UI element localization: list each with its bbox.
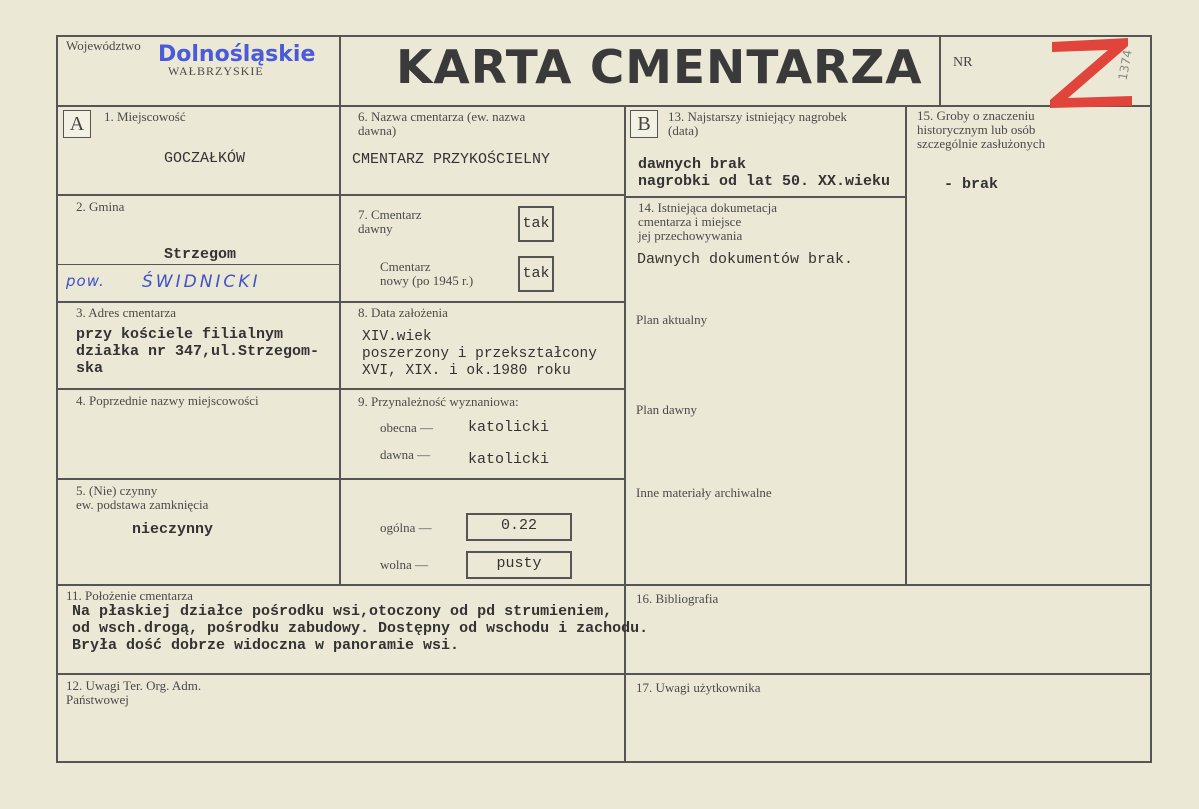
divider bbox=[56, 264, 340, 265]
field-5-label: 5. (Nie) czynny ew. podstawa zamknięcia bbox=[76, 483, 209, 512]
divider bbox=[56, 301, 340, 303]
divider bbox=[339, 194, 625, 196]
field-15-value: - brak bbox=[944, 176, 999, 193]
nr-label: NR bbox=[953, 55, 973, 70]
frame-right bbox=[1150, 35, 1152, 763]
field-9-obecna-label: obecna — bbox=[380, 420, 434, 435]
divider bbox=[339, 478, 625, 480]
inne-materialy-label: Inne materiały archiwalne bbox=[636, 485, 772, 500]
divider bbox=[905, 105, 907, 585]
region-stamp: Dolnośląskie bbox=[158, 42, 316, 67]
field-2-label: 2. Gmina bbox=[76, 199, 125, 214]
plan-dawny-label: Plan dawny bbox=[636, 402, 698, 417]
card-title: KARTA CMENTARZA bbox=[396, 40, 923, 94]
field-6-value: CMENTARZ PRZYKOŚCIELNY bbox=[352, 151, 551, 168]
powiat-value: ŚWIDNICKI bbox=[142, 272, 261, 292]
field-2-value: Strzegom bbox=[164, 246, 237, 263]
field-10-wolna-label: wolna — bbox=[380, 557, 429, 572]
field-10-ogolna-label: ogólna — bbox=[380, 520, 432, 535]
field-5-value: nieczynny bbox=[132, 521, 214, 538]
plan-aktualny-label: Plan aktualny bbox=[636, 312, 708, 327]
field-9-obecna-value: katolicki bbox=[468, 419, 550, 436]
powiat-prefix: pow. bbox=[66, 272, 105, 290]
field-14-value: Dawnych dokumentów brak. bbox=[637, 251, 854, 268]
field-11-label: 11. Położenie cmentarza bbox=[66, 588, 193, 603]
wojewodztwo-label: Województwo bbox=[66, 38, 141, 53]
divider bbox=[624, 105, 626, 761]
field-3-label: 3. Adres cmentarza bbox=[76, 305, 176, 320]
field-9-dawna-value: katolicki bbox=[468, 451, 550, 468]
nr-number: 1374 bbox=[1115, 48, 1135, 82]
field-1-value: GOCZAŁKÓW bbox=[164, 150, 246, 167]
field-17-label: 17. Uwagi użytkownika bbox=[636, 680, 761, 695]
field-9-label: 9. Przynależność wyznaniowa: bbox=[358, 394, 519, 409]
divider bbox=[56, 388, 340, 390]
divider bbox=[56, 584, 1152, 586]
field-10-wolna-box: pusty bbox=[466, 551, 572, 579]
frame-bottom bbox=[56, 761, 1152, 763]
divider bbox=[56, 194, 340, 196]
old-region: WAŁBRZYSKIE bbox=[168, 64, 264, 78]
frame-top bbox=[56, 35, 1152, 37]
field-3-value: przy kościele filialnym działka nr 347,ul.Strzegom- ska bbox=[76, 326, 320, 377]
field-12-label: 12. Uwagi Ter. Org. Adm. Państwowej bbox=[66, 678, 202, 707]
field-7-label-new: Cmentarz nowy (po 1945 r.) bbox=[380, 259, 474, 288]
field-7-new-box: tak bbox=[518, 256, 554, 292]
field-8-value: XIV.wiek poszerzony i przekształcony XVI, XIX. i ok.1980 roku bbox=[362, 329, 597, 379]
field-11-value: Na płaskiej działce pośrodku wsi,otoczony od pd strumieniem, od wsch.drogą, pośrodku zabudowy. Dostępny od wschodu i zachodu. Bryła dość dobrze widoczna w panoramie wsi. bbox=[72, 603, 649, 654]
divider bbox=[624, 196, 906, 198]
field-9-dawna-label: dawna — bbox=[380, 447, 431, 462]
field-13-label: 13. Najstarszy istniejący nagrobek (data) bbox=[668, 109, 848, 138]
field-7-label-old: 7. Cmentarz dawny bbox=[358, 207, 422, 236]
field-10-ogolna-box: 0.22 bbox=[466, 513, 572, 541]
frame-left bbox=[56, 35, 58, 763]
divider bbox=[339, 35, 341, 107]
field-13-value: dawnych brak nagrobki od lat 50. XX.wieku bbox=[638, 156, 891, 190]
divider bbox=[56, 478, 340, 480]
field-14-label: 14. Istniejąca dokumetacja cmentarza i miejsce jej przechowywania bbox=[638, 200, 777, 243]
divider bbox=[56, 673, 1152, 675]
section-b-badge: B bbox=[630, 110, 658, 138]
field-8-label: 8. Data założenia bbox=[358, 305, 448, 320]
field-15-label: 15. Groby o znaczeniu historycznym lub osób szczególnie zasłużonych bbox=[917, 108, 1046, 151]
divider bbox=[339, 388, 625, 390]
field-16-label: 16. Bibliografia bbox=[636, 591, 719, 606]
divider bbox=[939, 35, 941, 107]
divider bbox=[56, 105, 1152, 107]
divider bbox=[339, 301, 625, 303]
field-7-old-box: tak bbox=[518, 206, 554, 242]
field-1-label: 1. Miejscowość bbox=[104, 109, 186, 124]
divider bbox=[339, 105, 341, 585]
section-a-badge: A bbox=[63, 110, 91, 138]
field-4-label: 4. Poprzednie nazwy miejscowości bbox=[76, 393, 259, 408]
field-6-label: 6. Nazwa cmentarza (ew. nazwa dawna) bbox=[358, 109, 526, 138]
